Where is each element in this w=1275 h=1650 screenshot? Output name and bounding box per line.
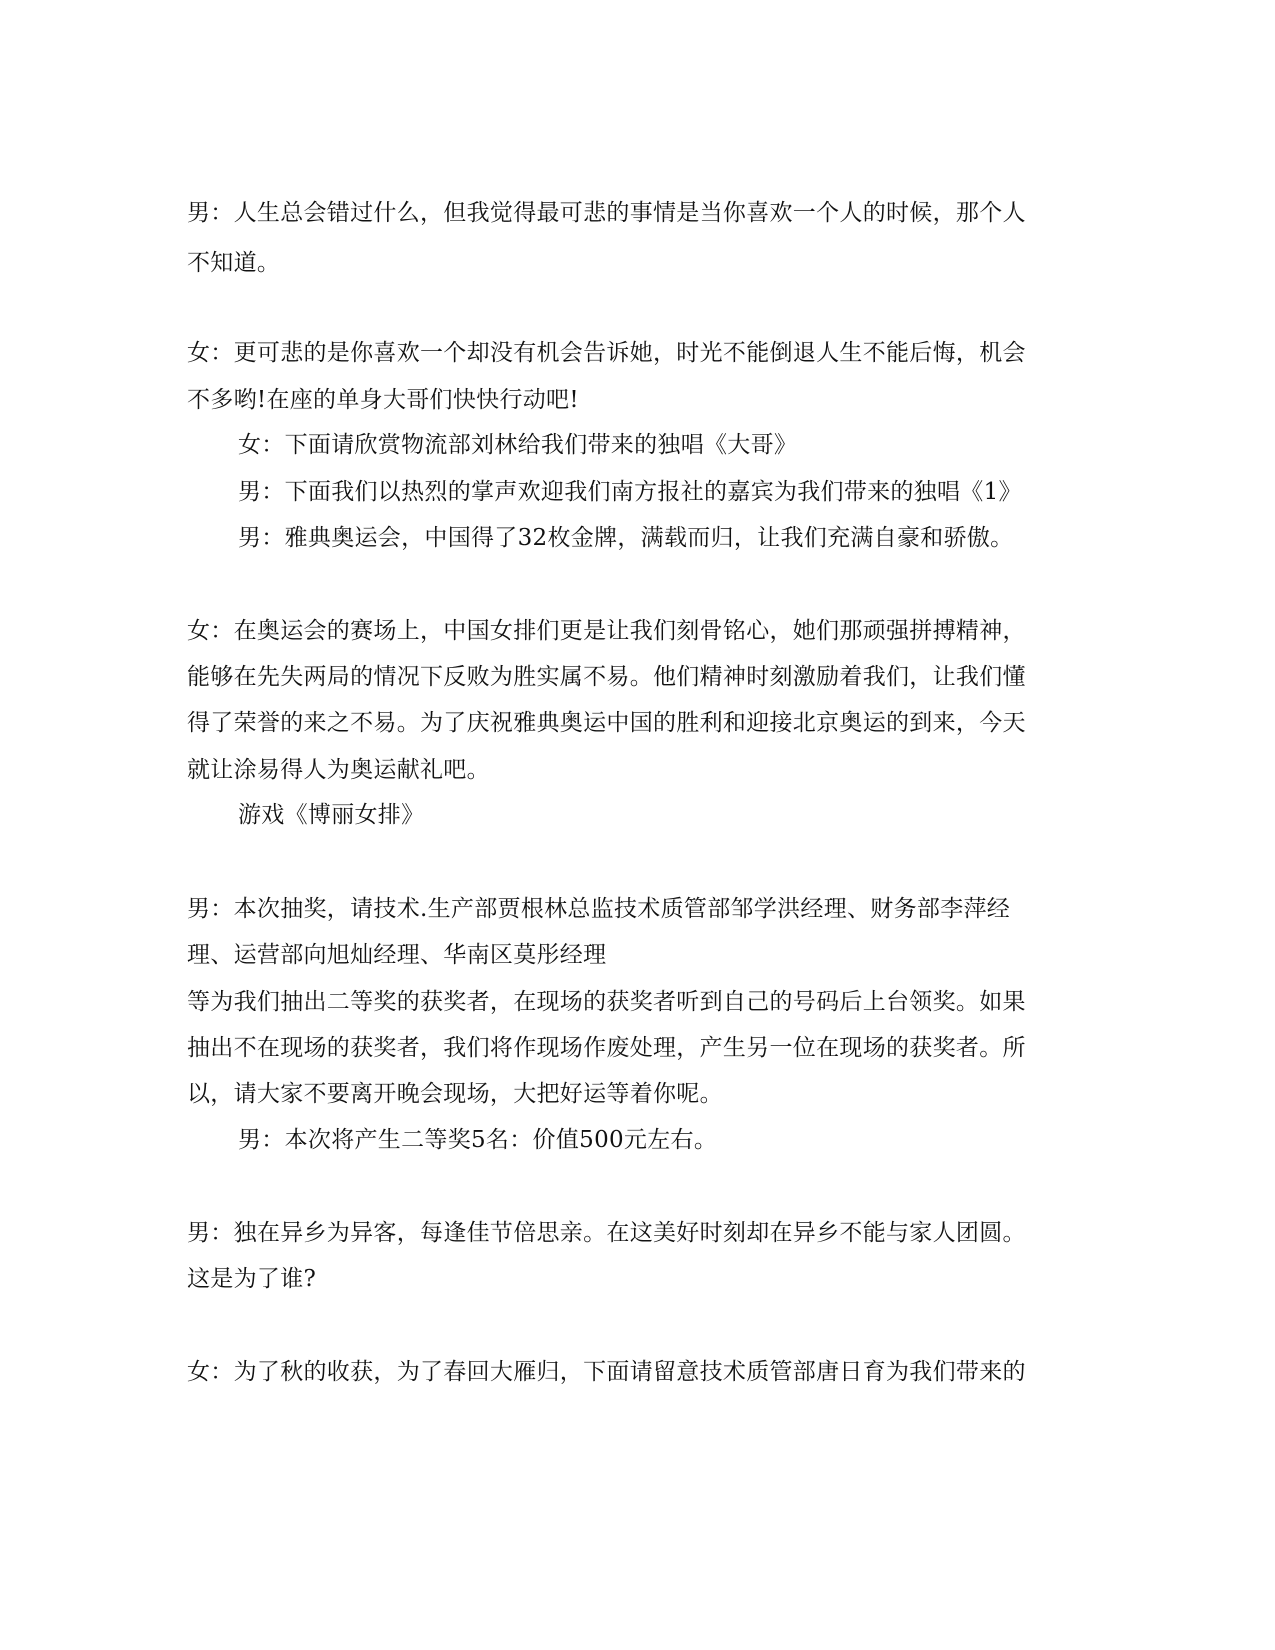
text-line: 抽出不在现场的获奖者，我们将作现场作废处理，产生另一位在现场的获奖者。所: [187, 1035, 1026, 1061]
text-line: 不知道。: [187, 250, 281, 276]
text-line: 男：独在异乡为异客，每逢佳节倍思亲。在这美好时刻却在异乡不能与家人团圆。: [187, 1220, 1026, 1246]
text-line: 不多哟!在座的单身大哥们快快行动吧!: [187, 387, 579, 413]
text-line: 男：本次抽奖，请技术.生产部贾根林总监技术质管部邹学洪经理、财务部李萍经: [187, 896, 1011, 922]
text-line: 这是为了谁?: [187, 1266, 317, 1292]
text-line: 以，请大家不要离开晚会现场，大把好运等着你呢。: [187, 1081, 723, 1107]
text-line: 男：雅典奥运会，中国得了32枚金牌，满载而归，让我们充满自豪和骄傲。: [238, 525, 1014, 551]
text-line: 等为我们抽出二等奖的获奖者，在现场的获奖者听到自己的号码后上台领奖。如果: [187, 989, 1026, 1015]
text-line: 就让涂易得人为奥运献礼吧。: [187, 757, 490, 783]
text-line: 女：在奥运会的赛场上，中国女排们更是让我们刻骨铭心，她们那顽强拼搏精神，: [187, 618, 1026, 644]
text-line: 女：下面请欣赏物流部刘林给我们带来的独唱《大哥》: [238, 432, 798, 458]
text-line: 男：人生总会错过什么，但我觉得最可悲的事情是当你喜欢一个人的时候，那个人: [187, 200, 1026, 226]
text-line: 能够在先失两局的情况下反败为胜实属不易。他们精神时刻激励着我们，让我们懂: [187, 664, 1026, 690]
text-line: 男：下面我们以热烈的掌声欢迎我们南方报社的嘉宾为我们带来的独唱《1》: [238, 479, 1022, 505]
text-line: 游戏《博丽女排》: [238, 802, 425, 828]
text-line: 男：本次将产生二等奖5名：价值500元左右。: [238, 1127, 718, 1153]
text-line: 女：为了秋的收获，为了春回大雁归，下面请留意技术质管部唐日育为我们带来的: [187, 1359, 1026, 1385]
text-line: 理、运营部向旭灿经理、华南区莫彤经理: [187, 942, 607, 968]
text-line: 得了荣誉的来之不易。为了庆祝雅典奥运中国的胜利和迎接北京奥运的到来，今天: [187, 710, 1026, 736]
text-line: 女：更可悲的是你喜欢一个却没有机会告诉她，时光不能倒退人生不能后悔，机会: [187, 340, 1026, 366]
